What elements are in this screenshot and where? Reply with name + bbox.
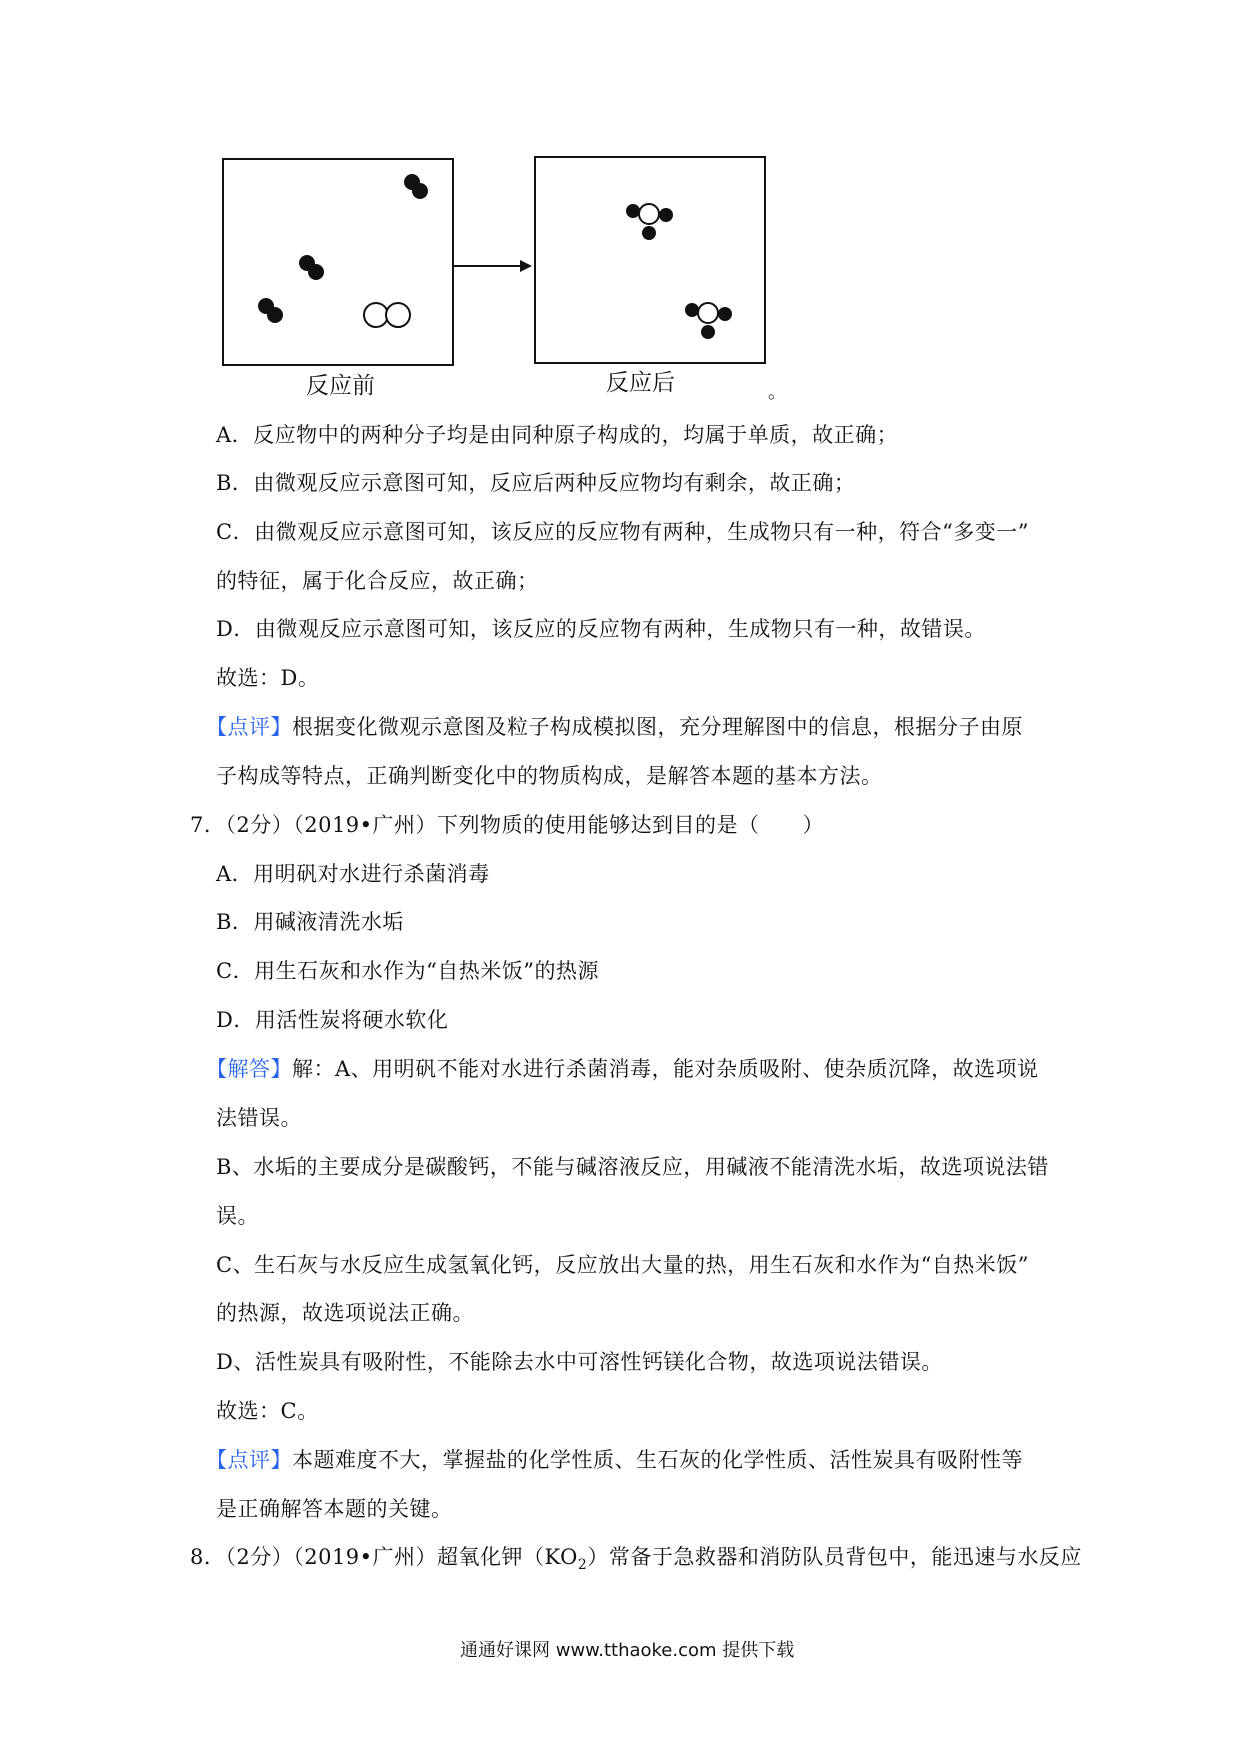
q6-solution-c-line2: 的特征，属于化合反应，故正确； — [216, 569, 539, 593]
after-reaction-box — [534, 156, 766, 364]
q7-solution-d: D、活性炭具有吸附性，不能除去水中可溶性钙镁化合物，故选项说法错误。 — [216, 1350, 943, 1374]
q6-solution-c-line1: C．由微观反应示意图可知，该反应的反应物有两种，生成物只有一种，符合“多变一” — [216, 520, 1030, 544]
q7-option-d: D．用活性炭将硬水软化 — [216, 1008, 449, 1032]
q7-option-b: B．用碱液清洗水垢 — [216, 910, 404, 934]
before-molecules — [224, 160, 452, 364]
reaction-arrow — [452, 258, 534, 274]
answer-text: 解：A、用明矾不能对水进行杀菌消毒，能对杂质吸附、使杂质沉降，故选项说 — [292, 1057, 1039, 1081]
answer-tag: 【解答】 — [206, 1057, 292, 1081]
q6-comment-line1 — [206, 712, 1023, 742]
q7-option-c: C．用生石灰和水作为“自热米饭”的热源 — [216, 959, 600, 983]
molecule-open-pair — [364, 303, 410, 327]
after-label: 反应后 — [606, 370, 675, 396]
q6-solution-b: B．由微观反应示意图可知，反应后两种反应物均有剩余，故正确； — [216, 471, 856, 495]
q8-stem-post: ）常备于急救器和消防队员背包中，能迅速与水反应 — [587, 1545, 1082, 1569]
comment-text: 本题难度不大，掌握盐的化学性质、生石灰的化学性质、活性炭具有吸附性等 — [292, 1448, 1023, 1472]
diagram-trailing-period: 。 — [768, 382, 786, 403]
q6-comment-line2: 子构成等特点，正确判断变化中的物质构成，是解答本题的基本方法。 — [216, 764, 883, 788]
q7-solution-c-line1: C、生石灰与水反应生成氢氧化钙，反应放出大量的热，用生石灰和水作为“自热米饭” — [216, 1253, 1030, 1277]
molecule-triatomic — [685, 303, 732, 339]
q7-comment-line2: 是正确解答本题的关键。 — [216, 1497, 453, 1521]
q7-option-a: A．用明矾对水进行杀菌消毒 — [216, 862, 490, 886]
q7-stem: 7．（2分）（2019•广州）下列物质的使用能够达到目的是（ ） — [190, 813, 825, 837]
footer-download-note: 通通好课网 www.tthaoke.com 提供下载 — [460, 1640, 795, 1661]
q7-solution-a-line2: 法错误。 — [216, 1106, 302, 1130]
q6-answer: 故选：D。 — [216, 666, 320, 690]
q8-stem-subscript: 2 — [577, 1557, 588, 1574]
q6-solution-a: A．反应物中的两种分子均是由同种原子构成的，均属于单质，故正确； — [216, 423, 899, 447]
molecule-filled-pair — [404, 174, 428, 199]
q6-solution-d: D．由微观反应示意图可知，该反应的反应物有两种，生成物只有一种，故错误。 — [216, 617, 986, 641]
comment-text: 根据变化微观示意图及粒子构成模拟图，充分理解图中的信息，根据分子由原 — [292, 715, 1023, 739]
molecule-triatomic — [626, 204, 673, 240]
q8-stem-pre: 8．（2分）（2019•广州）超氧化钾（KO — [190, 1545, 578, 1569]
before-label: 反应前 — [306, 373, 375, 399]
molecule-filled-pair — [258, 298, 283, 323]
after-molecules — [536, 158, 764, 362]
q7-answer: 故选：C。 — [216, 1399, 319, 1423]
q8-stem — [190, 1542, 1082, 1580]
before-reaction-box — [222, 158, 454, 366]
q7-solution-b-line2: 误。 — [216, 1204, 259, 1228]
comment-tag: 【点评】 — [206, 715, 292, 739]
q7-solution-b-line1: B、水垢的主要成分是碳酸钙，不能与碱溶液反应，用碱液不能清洗水垢，故选项说法错 — [216, 1155, 1049, 1179]
q7-solution-c-line2: 的热源，故选项说法正确。 — [216, 1301, 474, 1325]
comment-tag: 【点评】 — [206, 1448, 292, 1472]
molecule-filled-pair — [299, 255, 324, 280]
q7-comment-line1 — [206, 1445, 1023, 1475]
q7-solution-a-line1 — [206, 1054, 1039, 1084]
